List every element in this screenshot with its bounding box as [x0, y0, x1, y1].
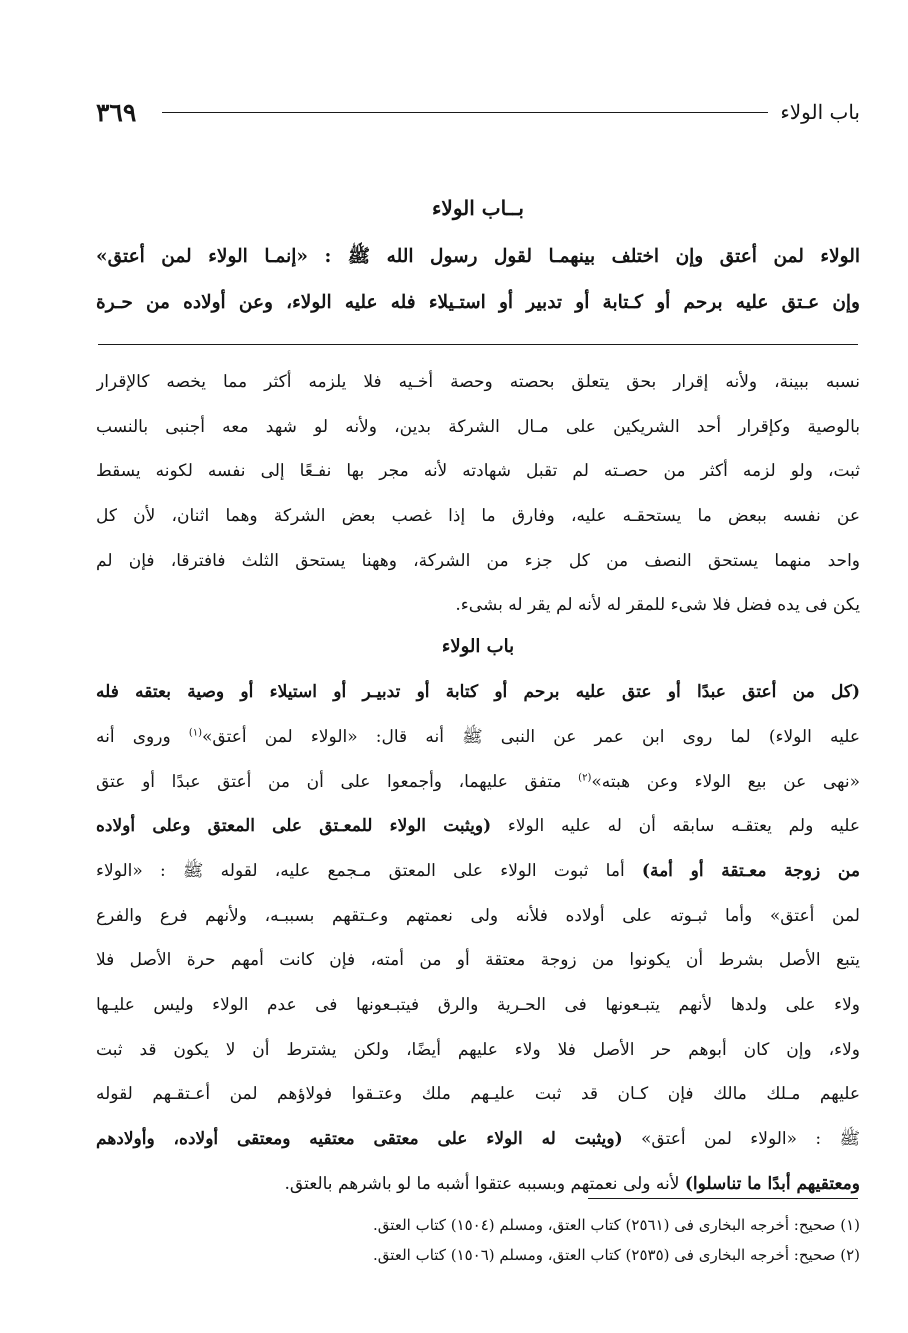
commentary-line: ولاء، وإن كان أبوهم حر الأصل فلا ولاء عليهم أيضًا، ولكن يشترط أن لا يكون قد ثبت: [96, 1039, 860, 1060]
footnote-ref-2: (٢): [578, 771, 592, 783]
matn-line: وإن عـتق عليه برحم أو كـتابة أو تدبير أو استـيلاء فله عليه الولاء، وعن أولاده من حـرة: [96, 292, 860, 313]
commentary-line: [96, 1162, 860, 1207]
footnote-1: (١) صحيح: أخرجه البخارى فى (٢٥٦١) كتاب العتق، ومسلم (١٥٠٤) كتاب العتق.: [373, 1216, 860, 1234]
commentary-line: لمن أعتق» وأما ثبـوته على أولاده فلأنه ولى نعمتهم وعـتقهم بسببـه، ولأنهم فرع والفرع: [96, 905, 860, 926]
matn-text: [96, 196, 860, 326]
matn-quote: (ويثبت الولاء للمعـتق على المعتق وعلى أولاده: [96, 816, 492, 837]
matn-quote: من زوجة معـتقة أو أمة): [641, 860, 860, 881]
commentary-text-span: لأنه ولى نعمتهم وبسببه عتقوا أشبه ما لو باشرهم بالعتق.: [284, 1173, 685, 1194]
matn-quote: (كل من أعتق عبدًا أو عتق عليه برحم أو كتابة أو تدبيـر أو استيلاء أو وصية بعتقه فله: [96, 682, 860, 703]
commentary-text-span: أما ثبوت الولاء على المعتق مـجمع عليه، لقوله ﷺ : «الولاء: [96, 860, 642, 881]
commentary-text: [96, 360, 860, 1206]
footnote-ref-1: (١): [188, 727, 203, 739]
commentary-line: [96, 804, 860, 849]
commentary-text-span: عليه ولم يعتقـه سابقه أن له عليه الولاء: [491, 816, 860, 837]
commentary-line: نسبه ببينة، ولأنه إقرار بحق يتعلق بحصته وحصة أخـيه فلا يلزمه أكثر مما يخصه كالإقرار: [96, 372, 860, 392]
section-heading: باب الولاء: [441, 636, 515, 658]
commentary-line: يكن فى يده فضل فلا شىء للمقر له لأنه لم يقر له بشىء.: [455, 595, 860, 616]
commentary-text-span: ﷺ : «الولاء لمن أعتق»: [622, 1129, 860, 1149]
commentary-line: [96, 670, 860, 715]
commentary-line: عن نفسه ببعض ما يستحقـه عليه، وفارق ما إذا غصب بعض الشركة وهما اثنان، لأن كل: [96, 506, 860, 527]
commentary-text-span: «نهى عن بيع الولاء وعن هبته»: [591, 771, 860, 792]
matn-divider: [98, 344, 858, 345]
commentary-text-span: متفق عليهما، وأجمعوا على أن من أعتق عبدًا أو عتق: [96, 771, 579, 792]
footnote-2: (٢) صحيح: أخرجه البخارى فى (٢٥٣٥) كتاب العتق، ومسلم (١٥٠٦) كتاب العتق.: [373, 1246, 860, 1264]
commentary-line: بالوصية وكإقرار أحد الشريكين على مـال الشركة بدين، ولأنه لو شهد معه أجنبى بالنسب: [96, 416, 860, 437]
matn-line: الولاء لمن أعتق وإن اختلف بينهمـا لقول رسول الله ﷺ : «إنمـا الولاء لمن أعتق»: [96, 246, 860, 267]
commentary-line: واحد منهما يستحق النصف من كل جزء من الشركة، وههنا يستحق الثلث فافترقا، فإن لم: [96, 550, 860, 571]
running-header: [96, 92, 860, 132]
commentary-line: ثبت، ولو لزمه أكثر من حصـته لم تقبل شهادته لأنه مجر بها نفـعًا إلى نفسه لكونه يسقط: [96, 461, 860, 482]
page-number: ٣٦٩: [96, 97, 137, 127]
footnotes: [180, 1210, 860, 1270]
commentary-text-span: وروى أنه: [96, 726, 189, 747]
commentary-line: [96, 760, 860, 805]
commentary-line: [96, 1117, 860, 1162]
commentary-line: ولاء على ولدها لأنهم يتبـعونها فى الحـرية والرق فيتبـعونها فى عدم الولاء وليس عليـها: [96, 994, 860, 1015]
commentary-line: عليهم مـلك مالك فإن كـان قد ثبت عليـهم ملك وعتـقوا فولاؤهم لمن أعـتقـهم لقوله: [96, 1084, 860, 1105]
commentary-line: [96, 849, 860, 894]
running-title: باب الولاء: [780, 100, 860, 124]
matn-quote: (ويثبت له الولاء على معتقى معتقيه ومعتقى أولاده، وأولادهم: [96, 1129, 623, 1149]
commentary-text-span: عليه الولاء) لما روى ابن عمر عن النبى ﷺ أنه قال: «الولاء لمن أعتق»: [202, 726, 860, 747]
header-rule: [162, 112, 768, 113]
footnote-divider: [588, 1198, 858, 1199]
matn-quote: ومعتقيهم أبدًا ما تناسلوا): [684, 1173, 860, 1194]
commentary-line: [96, 715, 860, 760]
commentary-line: يتبع الأصل بشرط أن يكونوا من زوجة معتقة أو من أمته، فإن كانت أمهم حرة الأصل فلا: [96, 950, 860, 971]
matn-heading: بــاب الولاء: [432, 196, 524, 220]
